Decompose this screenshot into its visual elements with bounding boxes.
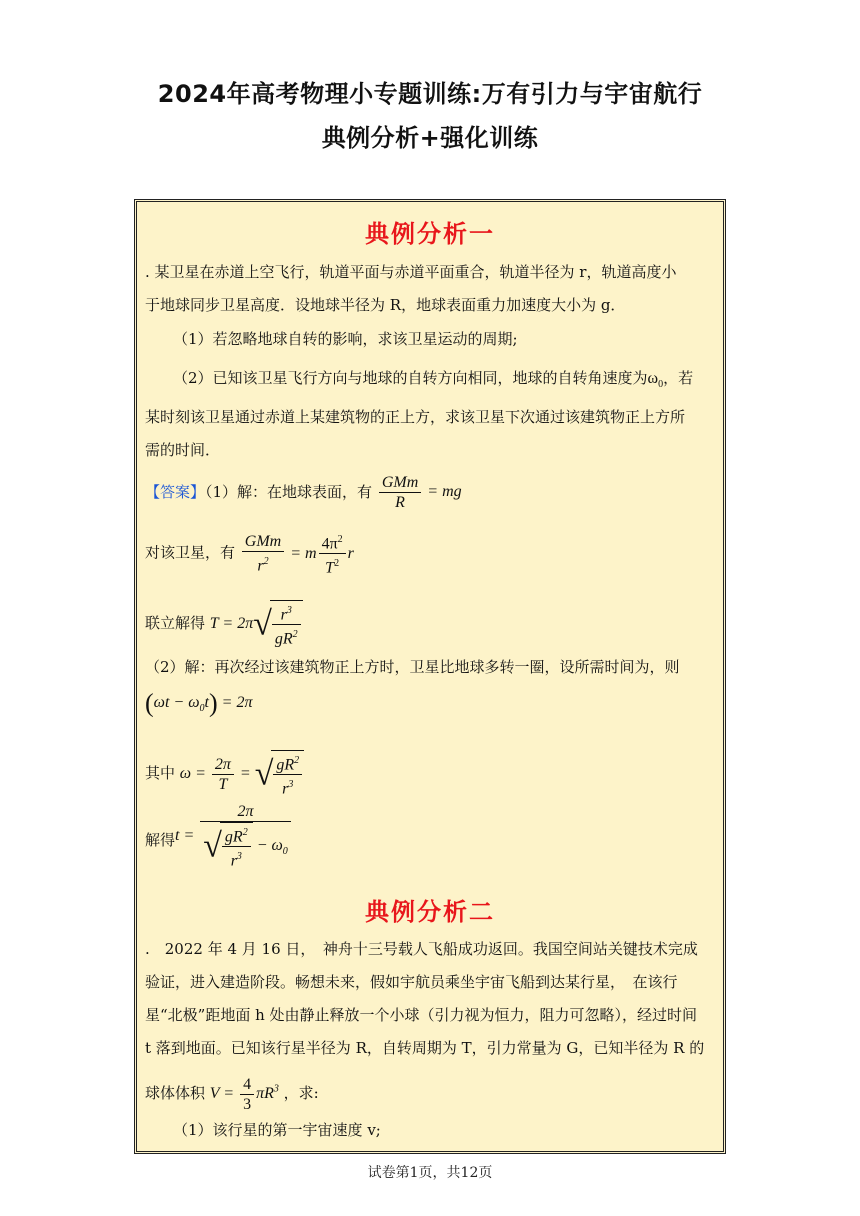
problem2-text-line: 星“北极”距地面 h 处由静止释放一个小球（引力视为恒力，阻力可忽略），经过时间 bbox=[145, 1006, 698, 1024]
answer-step-5: 其中 ω = $\frac{2\pi}{T}$ = √ $\frac{gR^2}{r^3}$ bbox=[145, 750, 715, 799]
answer-tag: 【答案】 bbox=[145, 483, 206, 502]
problem2-volume-line: 球体体积 V = $\frac{4}{3}$ $\pi R^3$ ，求: bbox=[145, 1076, 319, 1113]
problem2-text-line: . 2022 年 4 月 16 日， 神舟十三号载人飞船成功返回。我国空间站关键技术完成 bbox=[145, 940, 698, 958]
problem1-text-line: . 某卫星在赤道上空飞行，轨道平面与赤道平面重合，轨道半径为 r，轨道高度小 bbox=[145, 263, 677, 281]
omega0-symbol: $\omega_0$ bbox=[647, 370, 664, 391]
question-2-line: 某时刻该卫星通过赤道上某建筑物的正上方，求该卫星下次通过该建筑物正上方所 bbox=[145, 408, 686, 426]
equation-orbit: $\frac{\text{GMm}}{r^2}$ = m $\frac{4\pi^2}{T^2}$ r bbox=[240, 545, 354, 562]
problem2-text-line: t 落到地面。已知该行星半径为 R，自转周期为 T，引力常量为 G，已知半径为 R 的 bbox=[145, 1039, 705, 1057]
example-box bbox=[134, 199, 726, 1154]
question-2-line: 需的时间． bbox=[145, 441, 221, 459]
section-heading-2: 典例分析二 bbox=[365, 897, 495, 926]
equation-volume: V = $\frac{4}{3}$ $\pi R^3$ bbox=[209, 1076, 279, 1113]
answer-step-6: 解得 t = 2π √ $\frac{gR^2}{r^3}$ − $\omega_0$ bbox=[145, 802, 715, 862]
page-subtitle: 典例分析+强化训练 bbox=[321, 124, 539, 152]
equation-angle: $(\omega t - \omega_0t) = 2\pi$ bbox=[145, 688, 253, 718]
section-heading-1: 典例分析一 bbox=[365, 219, 495, 248]
equation-period: T = 2π√ $\frac{r^3}{gR^2}$ bbox=[210, 615, 303, 632]
question-2: （2）已知该卫星飞行方向与地球的自转方向相同，地球的自转角速度为$\omega_0$，若 bbox=[173, 369, 694, 391]
answer-step-1: 【答案】（1）解：在地球表面，有 $\frac{\text{GMm}}{R}$ = mg bbox=[145, 474, 462, 511]
equation-surface-gravity: $\frac{\text{GMm}}{R}$ = mg bbox=[377, 483, 462, 500]
answer-step-3: 联立解得 T = 2π√ $\frac{r^3}{gR^2}$ bbox=[145, 600, 715, 649]
page-footer: 试卷第1页，共12页 bbox=[367, 1165, 493, 1181]
equation-time: t = 2π √ $\frac{gR^2}{r^3}$ − $\omega_0$ bbox=[175, 802, 293, 871]
question-1: （1）若忽略地球自转的影响，求该卫星运动的周期; bbox=[173, 330, 518, 348]
page-title: 2024年高考物理小专题训练:万有引力与宇宙航行 bbox=[157, 80, 703, 108]
answer-step-2: 对该卫星，有 $\frac{\text{GMm}}{r^2}$ = m $\frac{4\pi^2}{T^2}$ r bbox=[145, 530, 715, 578]
problem2-text-line: 验证，进入建造阶段。畅想未来，假如宇航员乘坐宇宙飞船到达某行星， 在该行 bbox=[145, 973, 678, 991]
equation-omega: ω = $\frac{2\pi}{T}$ = √ $\frac{gR^2}{r^3}$ bbox=[180, 765, 304, 782]
answer-step-4: （2）解：再次经过该建筑物正上方时，卫星比地球多转一圈，设所需时间为，则 bbox=[145, 658, 680, 676]
problem1-text-line: 于地球同步卫星高度．设地球半径为 R，地球表面重力加速度大小为 g． bbox=[145, 296, 626, 314]
question-2-1: （1）该行星的第一宇宙速度 v; bbox=[173, 1121, 381, 1139]
